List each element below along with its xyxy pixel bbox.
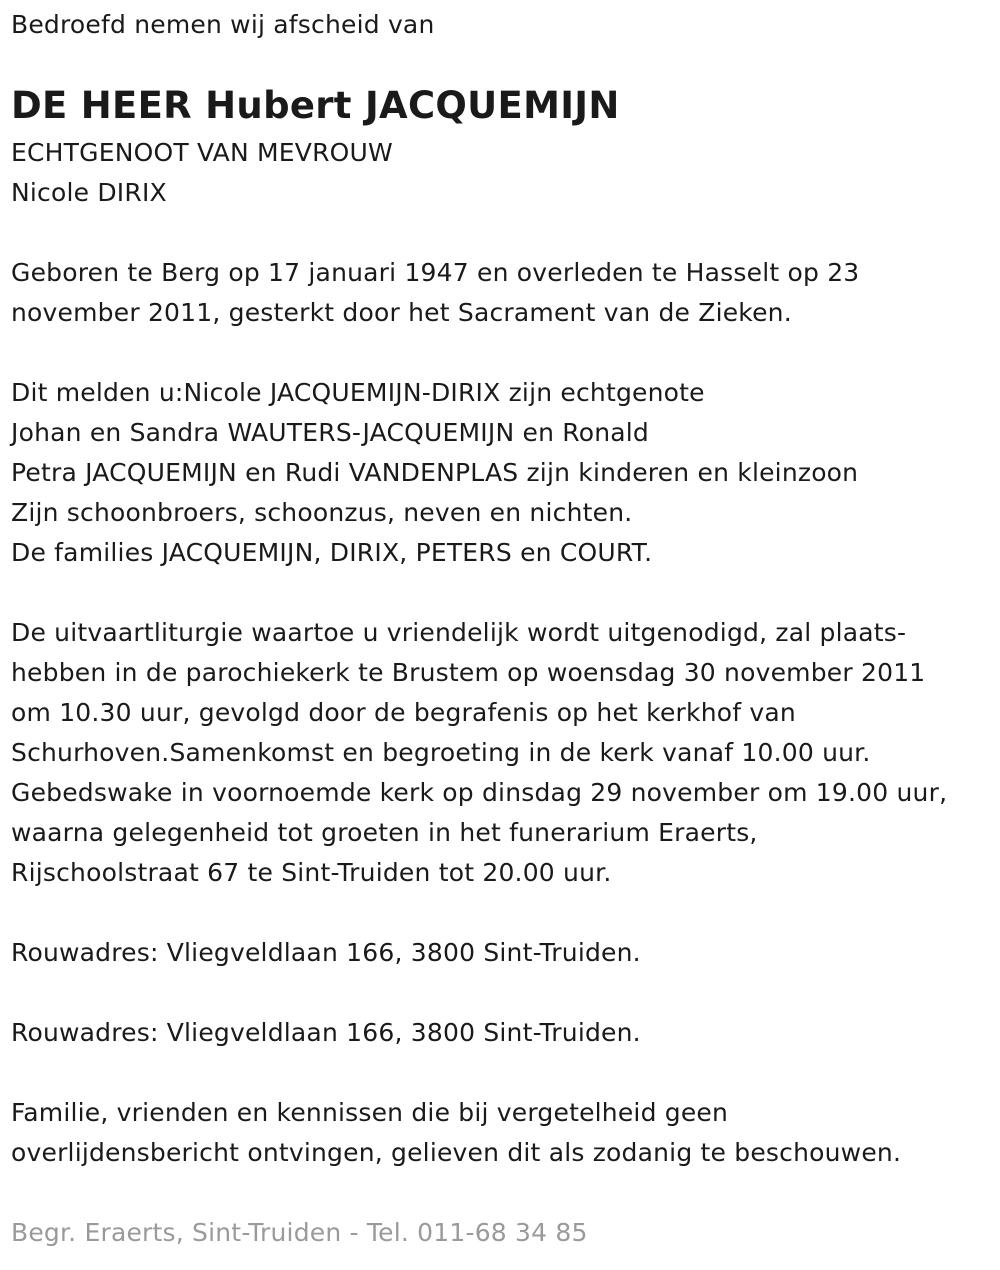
- family-line: Dit melden u:Nicole JACQUEMIJN-DIRIX zijn echtgenote: [11, 378, 705, 407]
- undertaker-footer: Begr. Eraerts, Sint-Truiden - Tel. 011-68 34 85: [11, 1218, 588, 1247]
- spouse-line: Nicole DIRIX: [11, 178, 167, 207]
- birth-death-line: Geboren te Berg op 17 januari 1947 en overleden te Hasselt op 23: [11, 258, 860, 287]
- family-line: Petra JACQUEMIJN en Rudi VANDENPLAS zijn kinderen en kleinzoon: [11, 458, 859, 487]
- spouse-block: [11, 133, 393, 213]
- funeral-line: Rijschoolstraat 67 te Sint-Truiden tot 20.00 uur.: [11, 858, 612, 887]
- funeral-line: om 10.30 uur, gevolgd door de begrafenis op het kerkhof van: [11, 698, 796, 727]
- mourning-address-1: [11, 933, 641, 973]
- closing-block: [11, 1093, 901, 1173]
- funeral-block: [11, 613, 947, 893]
- family-block: [11, 373, 858, 573]
- family-line: Zijn schoonbroers, schoonzus, neven en nichten.: [11, 498, 633, 527]
- mourning-address-line: Rouwadres: Vliegveldlaan 166, 3800 Sint-Truiden.: [11, 938, 641, 967]
- funeral-line: Gebedswake in voornoemde kerk op dinsdag 29 november om 19.00 uur,: [11, 778, 948, 807]
- mourning-address-2: [11, 1013, 641, 1053]
- funeral-line: waarna gelegenheid tot groeten in het funerarium Eraerts,: [11, 818, 758, 847]
- family-line: De families JACQUEMIJN, DIRIX, PETERS en COURT.: [11, 538, 653, 567]
- funeral-line: hebben in de parochiekerk te Brustem op woensdag 30 november 2011: [11, 658, 926, 687]
- funeral-line: Schurhoven.Samenkomst en begroeting in de kerk vanaf 10.00 uur.: [11, 738, 871, 767]
- closing-line: overlijdensbericht ontvingen, gelieven dit als zodanig te beschouwen.: [11, 1138, 902, 1167]
- closing-line: Familie, vrienden en kennissen die bij vergetelheid geen: [11, 1098, 729, 1127]
- mourning-address-line: Rouwadres: Vliegveldlaan 166, 3800 Sint-Truiden.: [11, 1018, 641, 1047]
- birth-death-block: [11, 253, 859, 333]
- intro-text: Bedroefd nemen wij afscheid van: [11, 10, 435, 39]
- birth-death-line: november 2011, gesterkt door het Sacrament van de Zieken.: [11, 298, 792, 327]
- funeral-line: De uitvaartliturgie waartoe u vriendelijk wordt uitgenodigd, zal plaats-: [11, 618, 907, 647]
- deceased-name: DE HEER Hubert JACQUEMIJN: [11, 84, 620, 127]
- spouse-line: ECHTGENOOT VAN MEVROUW: [11, 138, 393, 167]
- family-line: Johan en Sandra WAUTERS-JACQUEMIJN en Ronald: [11, 418, 649, 447]
